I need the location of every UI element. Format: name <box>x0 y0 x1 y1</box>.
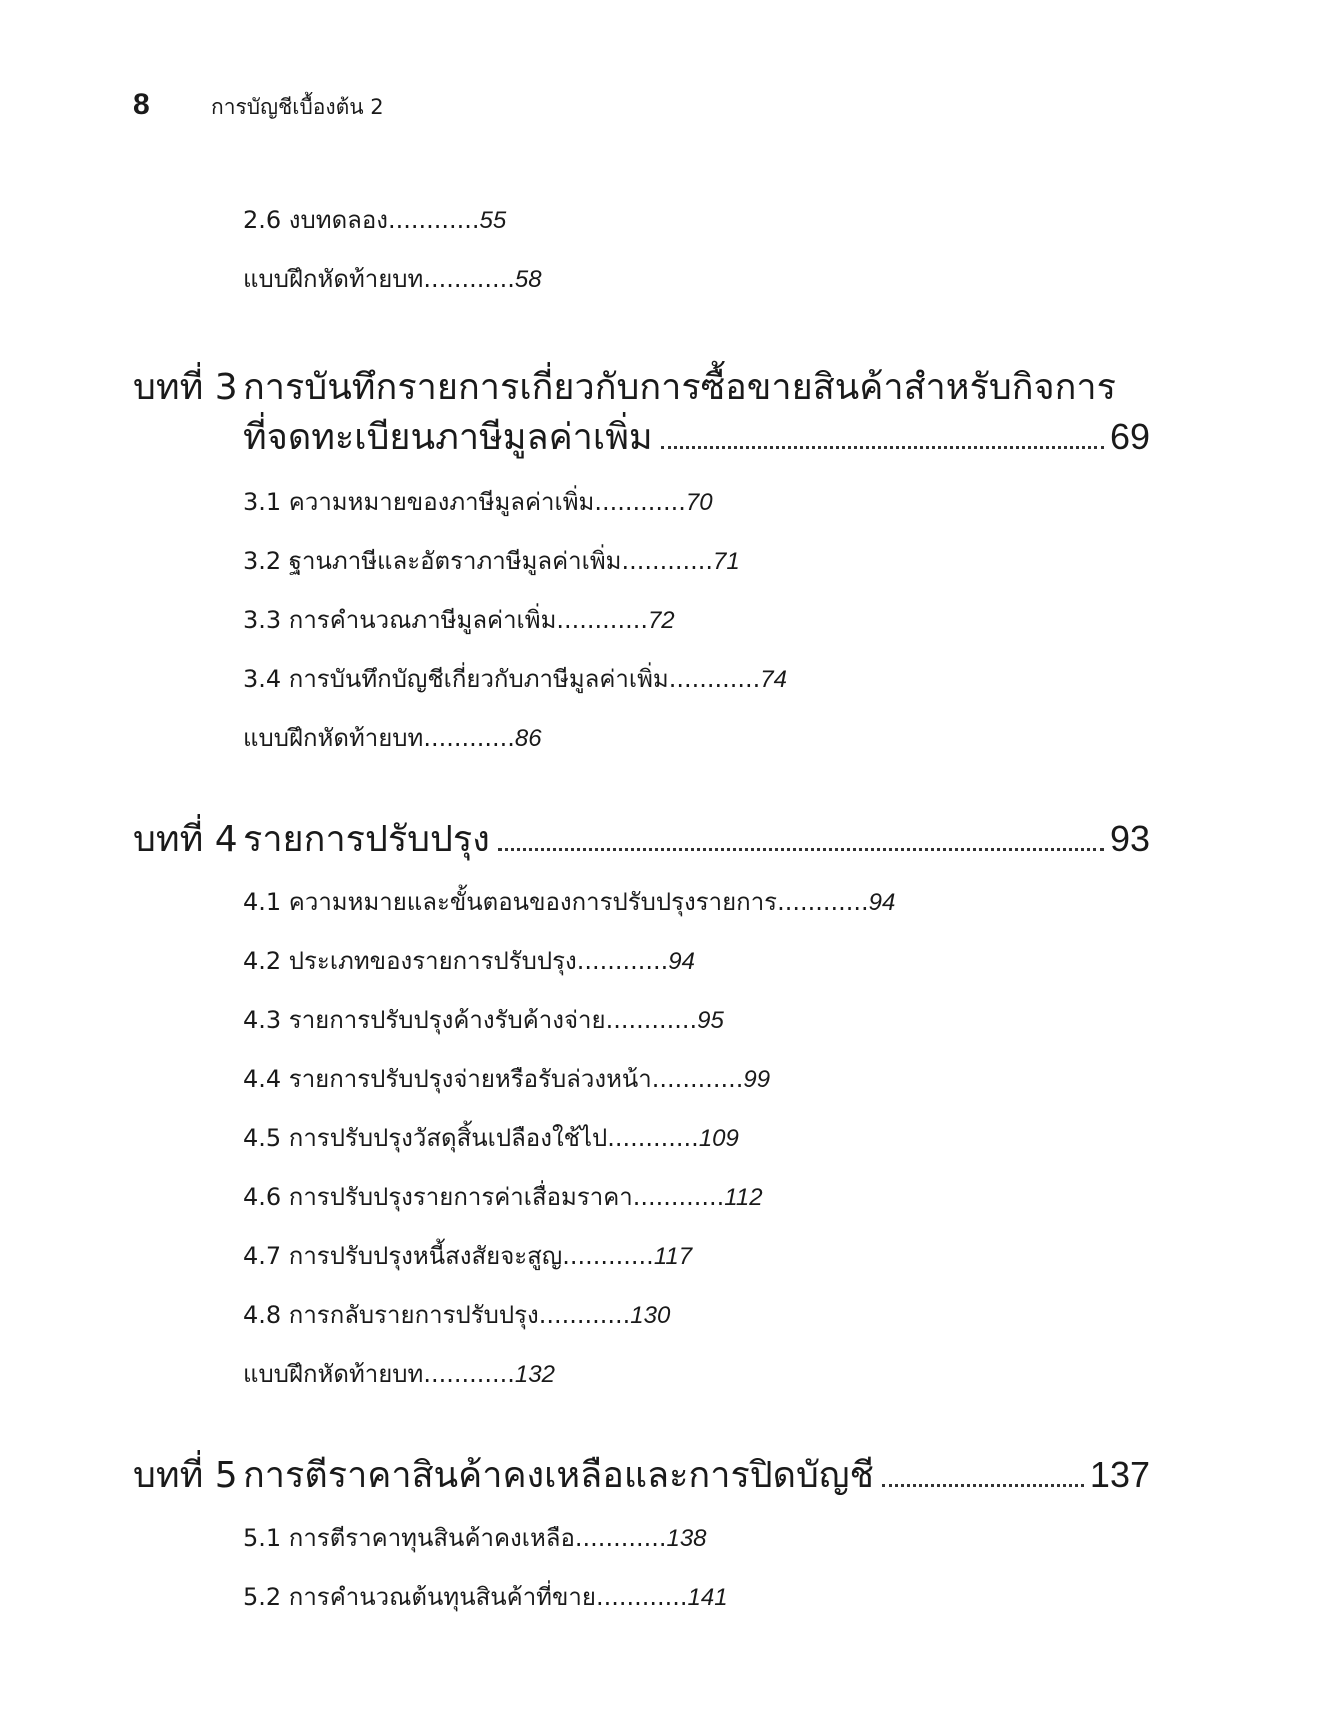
dot-leader: ............ <box>556 606 648 634</box>
toc-entry <box>243 659 787 698</box>
entry-text: แบบฝึกหัดท้ายบท <box>243 724 424 752</box>
entry-page: 95 <box>697 1007 724 1034</box>
chapter-heading <box>133 1446 1150 1503</box>
entry-page: 86 <box>514 725 542 752</box>
dot-leader <box>498 848 1104 851</box>
toc-entry <box>243 200 506 239</box>
entry-text: 2.6 งบทดลอง <box>243 206 388 234</box>
entry-page: 99 <box>743 1066 771 1093</box>
dot-leader: ............ <box>632 1183 725 1211</box>
chapter-label: บทที่ 5 <box>133 1455 238 1496</box>
dot-leader: ............ <box>574 1524 667 1552</box>
toc-entry <box>243 600 675 639</box>
toc-entry <box>243 1059 770 1098</box>
entry-text: แบบฝึกหัดท้ายบท <box>243 1360 424 1388</box>
page-header <box>133 88 384 124</box>
entry-page: 58 <box>514 266 542 293</box>
toc-entry <box>243 259 542 298</box>
chapter-heading-cont <box>243 408 1150 465</box>
toc-entry <box>243 1577 728 1616</box>
chapter-label: บทที่ 3 <box>133 367 238 408</box>
entry-text: 3.1 ความหมายของภาษีมูลค่าเพิ่ม <box>243 488 595 516</box>
toc-entry <box>243 541 740 580</box>
dot-leader: ............ <box>388 206 480 234</box>
dot-leader: ............ <box>538 1301 631 1329</box>
entry-page: 141 <box>687 1584 728 1611</box>
toc-entry <box>243 482 713 521</box>
entry-text: 5.2 การคำนวณต้นทุนสินค้าที่ขาย <box>243 1583 596 1611</box>
entry-page: 71 <box>713 548 740 575</box>
chapter-heading <box>133 810 1150 867</box>
toc-entry <box>243 1295 670 1334</box>
chapter-title: รายการปรับปรุง <box>243 819 490 860</box>
entry-page: 117 <box>653 1243 693 1270</box>
chapter-title: การตีราคาสินค้าคงเหลือและการปิดบัญชี <box>243 1455 874 1496</box>
entry-text: 4.6 การปรับปรุงรายการค่าเสื่อมราคา <box>243 1183 633 1211</box>
toc-entry <box>243 718 542 757</box>
book-title: การบัญชีเบื้องต้น 2 <box>211 95 384 119</box>
dot-leader: ............ <box>668 665 761 693</box>
toc-entry <box>243 1177 763 1216</box>
toc-entry <box>243 882 895 921</box>
entry-page: 132 <box>514 1361 555 1388</box>
entry-page: 94 <box>868 889 896 916</box>
entry-text: 4.7 การปรับปรุงหนี้สงสัยจะสูญ <box>243 1242 563 1270</box>
entry-text: 4.5 การปรับปรุงวัสดุสิ้นเปลืองใช้ไป <box>243 1124 608 1152</box>
dot-leader: ............ <box>594 488 686 516</box>
dot-leader <box>882 1484 1084 1487</box>
entry-page: 74 <box>760 666 787 693</box>
chapter-page: 93 <box>1109 818 1150 859</box>
toc-entry <box>243 1518 707 1557</box>
chapter-heading <box>133 358 1150 415</box>
chapter-title: การบันทึกรายการเกี่ยวกับการซื้อขายสินค้าสำหรับกิจการ <box>243 367 1116 408</box>
entry-text: แบบฝึกหัดท้ายบท <box>243 265 424 293</box>
entry-page: 138 <box>666 1525 707 1552</box>
dot-leader: ............ <box>595 1583 688 1611</box>
dot-leader: ............ <box>651 1065 744 1093</box>
entry-text: 3.2 ฐานภาษีและอัตราภาษีมูลค่าเพิ่ม <box>243 547 622 575</box>
entry-text: 4.3 รายการปรับปรุงค้างรับค้างจ่าย <box>243 1006 606 1034</box>
entry-text: 3.3 การคำนวณภาษีมูลค่าเพิ่ม <box>243 606 557 634</box>
chapter-label: บทที่ 4 <box>133 819 238 860</box>
dot-leader: ............ <box>576 947 669 975</box>
dot-leader: ............ <box>621 547 714 575</box>
toc-entry <box>243 1354 555 1393</box>
dot-leader: ............ <box>423 724 515 752</box>
entry-page: 94 <box>668 948 695 975</box>
toc-entry <box>243 1236 692 1275</box>
toc-entry <box>243 1118 739 1157</box>
entry-page: 130 <box>630 1302 671 1329</box>
entry-page: 112 <box>724 1184 763 1211</box>
entry-text: 3.4 การบันทึกบัญชีเกี่ยวกับภาษีมูลค่าเพิ่ม <box>243 665 669 693</box>
chapter-page: 137 <box>1089 1454 1150 1495</box>
entry-page: 109 <box>698 1125 739 1152</box>
entry-page: 72 <box>647 607 675 634</box>
dot-leader: ............ <box>423 265 515 293</box>
entry-text: 4.1 ความหมายและขั้นตอนของการปรับปรุงรายการ <box>243 888 778 916</box>
dot-leader: ............ <box>777 888 869 916</box>
dot-leader: ............ <box>605 1006 698 1034</box>
entry-page: 70 <box>685 489 713 516</box>
entry-text: 5.1 การตีราคาทุนสินค้าคงเหลือ <box>243 1524 575 1552</box>
entry-text: 4.4 รายการปรับปรุงจ่ายหรือรับล่วงหน้า <box>243 1065 652 1093</box>
toc-entry <box>243 1000 724 1039</box>
entry-text: 4.8 การกลับรายการปรับปรุง <box>243 1301 539 1329</box>
chapter-title-cont: ที่จดทะเบียนภาษีมูลค่าเพิ่ม <box>243 417 653 458</box>
entry-page: 55 <box>479 207 507 234</box>
dot-leader: ............ <box>423 1360 515 1388</box>
dot-leader: ............ <box>607 1124 699 1152</box>
entry-text: 4.2 ประเภทของรายการปรับปรุง <box>243 947 577 975</box>
toc-entry <box>243 941 695 980</box>
chapter-page: 69 <box>1109 416 1150 457</box>
page-number: 8 <box>133 88 150 121</box>
dot-leader <box>661 446 1104 449</box>
dot-leader: ............ <box>562 1242 654 1270</box>
